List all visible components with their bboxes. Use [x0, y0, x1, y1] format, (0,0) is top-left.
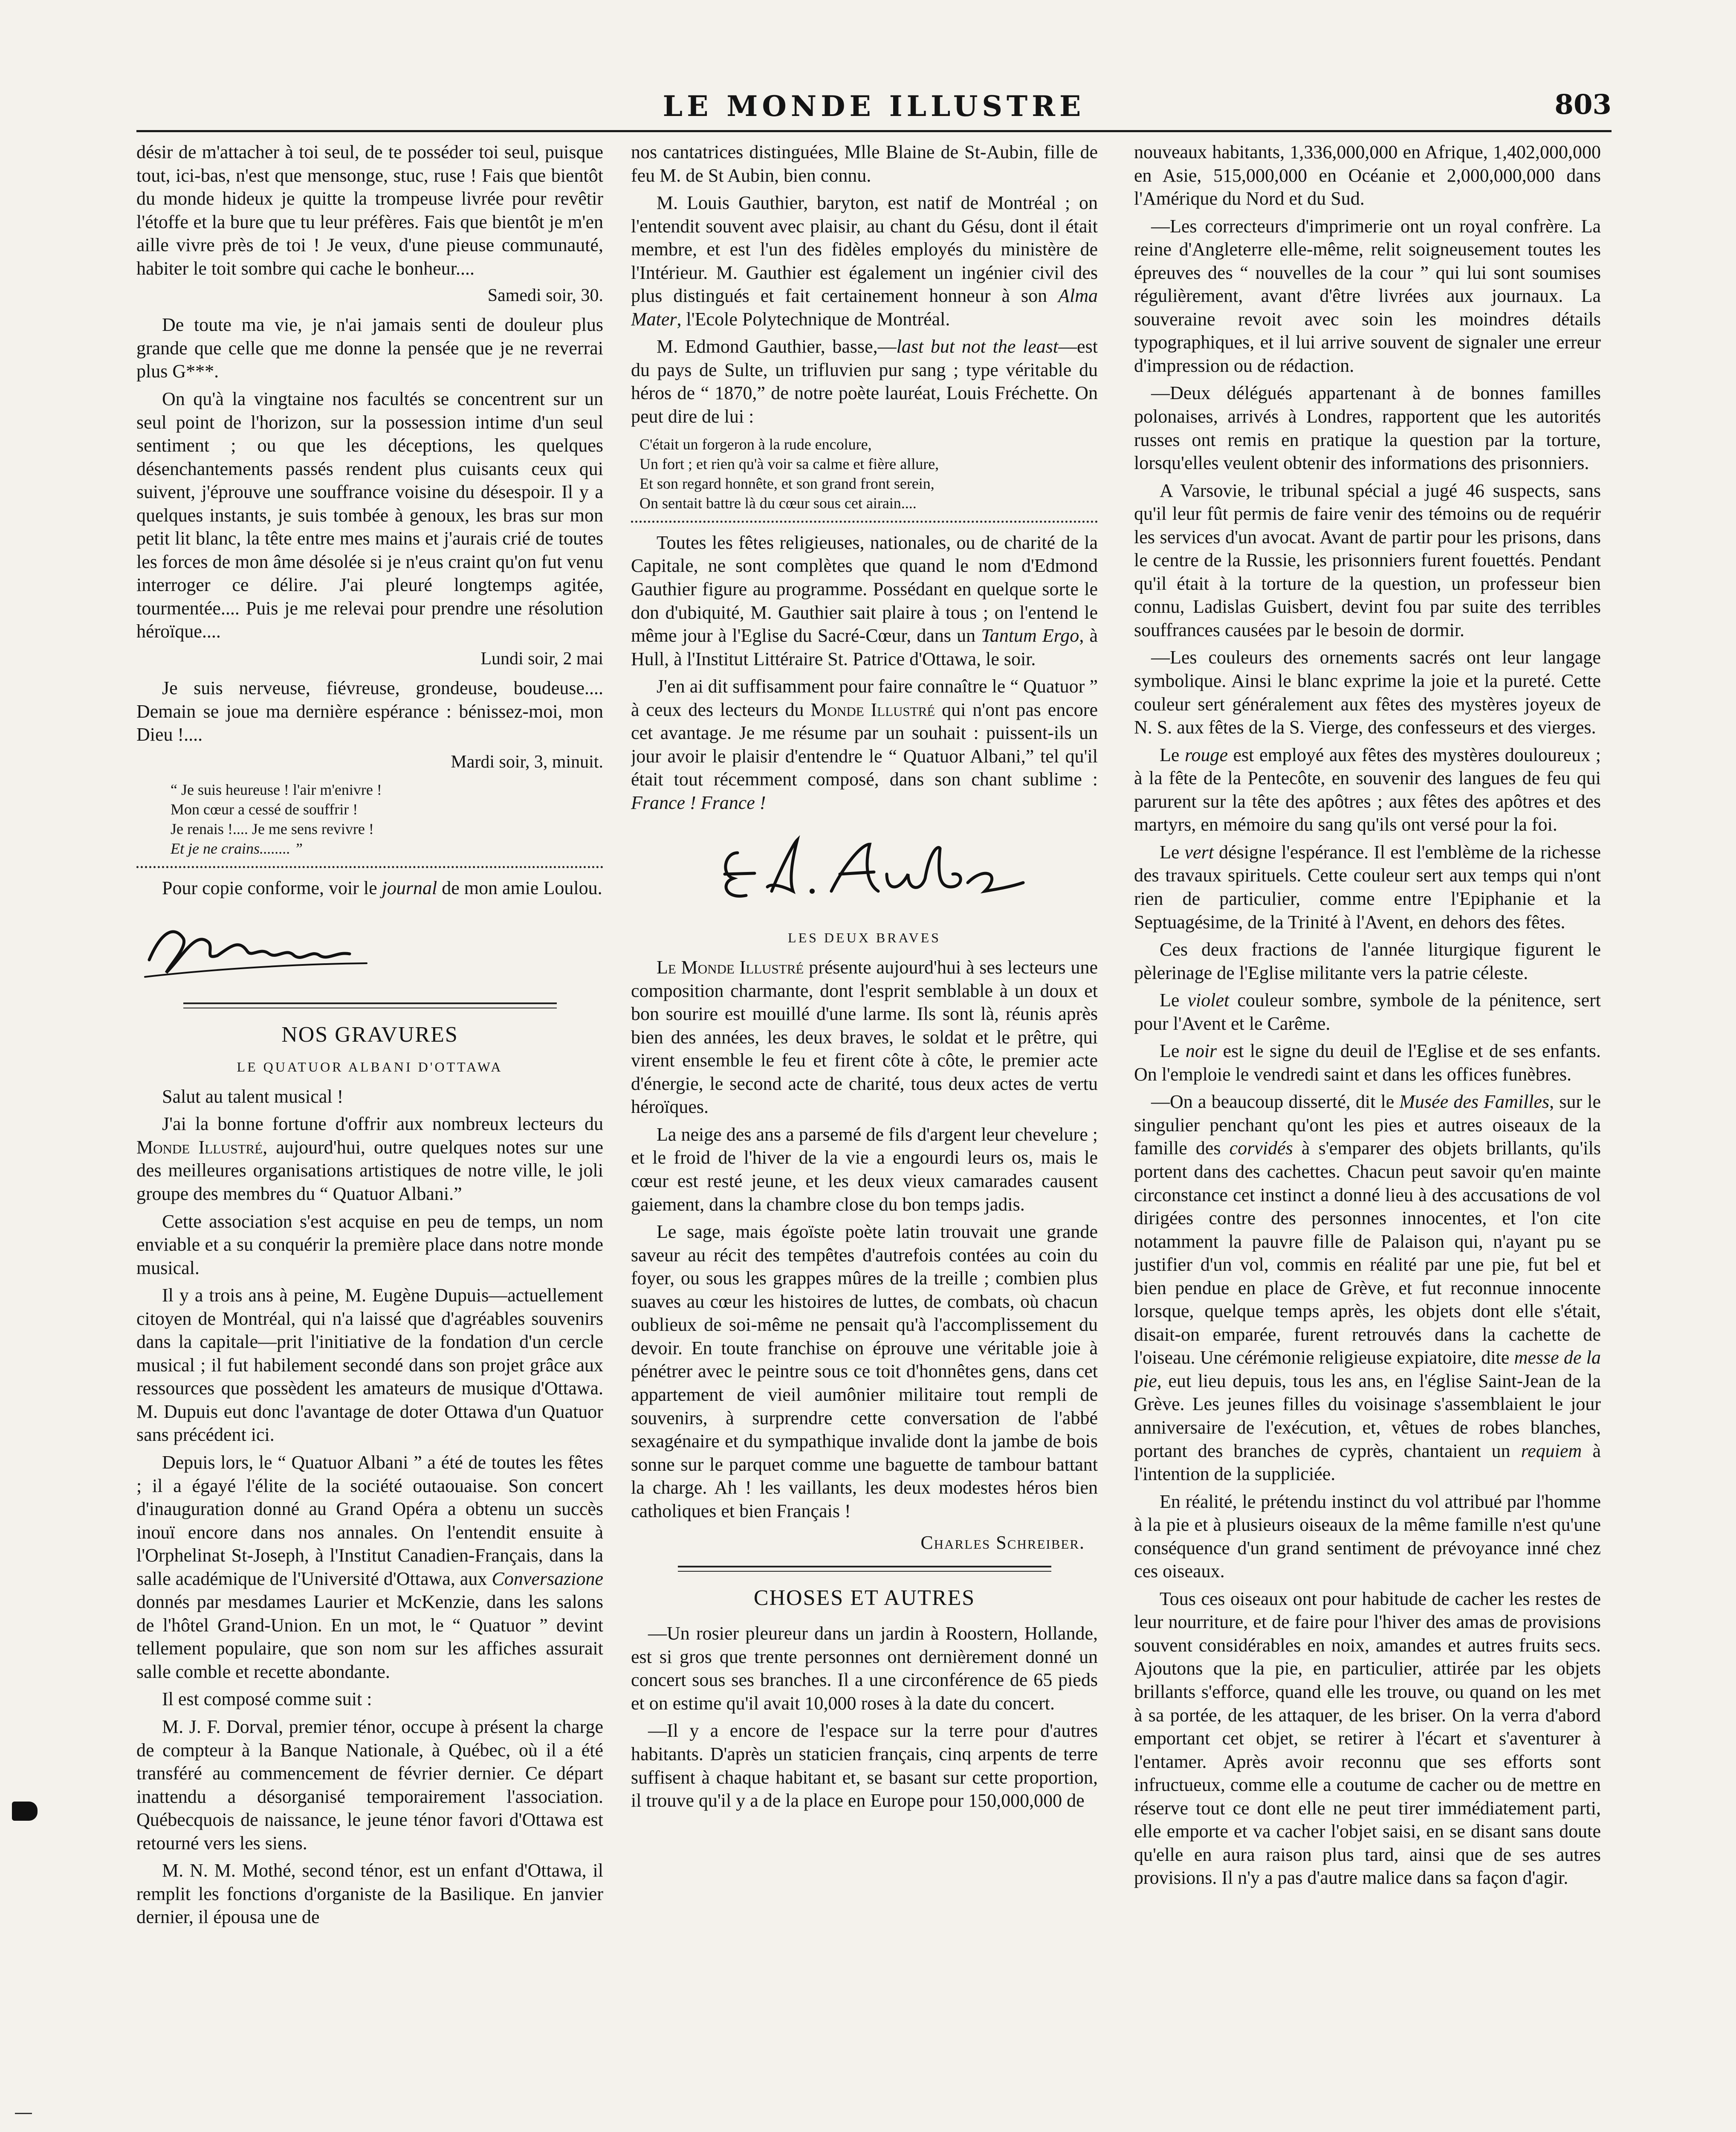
dotted-separator: [136, 866, 603, 868]
paragraph: En réalité, le prétendu instinct du vol attribué par l'homme à la pie et à plusieurs oiseaux de la même famille n'est qu'une conséquence d'un grand sentiment de prévoyance inné chez ces oiseaux.: [1134, 1491, 1601, 1582]
verse-block: [136, 780, 603, 858]
paragraph: La neige des ans a parsemé de fils d'argent leur chevelure ; et le froid de l'hiver de la vie a engourdi leurs os, mais le cœur est resté jeune, et les deux vieux camarades causent gaiement, dans la chambre close du bon temps jadis.: [631, 1124, 1098, 1215]
paragraph: Le rouge est employé aux fêtes des mystères douloureux ; à la fête de la Pentecôte, en souvenir des langues de feu qui parurent sur la tête des apôtres ; aux fêtes des apôtres et des martyrs, en mémoire du sang qu'ils ont versé pour la foi.: [1134, 744, 1601, 835]
paragraph: nos cantatrices distinguées, Mlle Blaine de St-Aubin, fille de feu M. de St Aubin, bien connu.: [631, 142, 1098, 186]
paragraph: nouveaux habitants, 1,336,000,000 en Afrique, 1,402,000,000 en Asie, 515,000,000 en Océanie et 2,000,000,000 dans l'Amérique du Nord et du Sud.: [1134, 142, 1601, 209]
paragraph: —Les correcteurs d'imprimerie ont un royal confrère. La reine d'Angleterre elle-même, relit soigneusement toutes les épreuves des “ nouvelles de la cour ” qui lui sont soumises régulièrement, avant d'être livrées aux journaux. La souveraine revoit avec soin les moindres détails typographiques, et il lui arrive souvent de signaler une erreur d'impression ou de rédaction.: [1134, 215, 1601, 376]
paragraph: —Les couleurs des ornements sacrés ont leur langage symbolique. Ainsi le blanc exprime la joie et la pureté. Cette couleur sert généralement aux fêtes des mystères joyeux de N. S. aux fêtes de la S. Vierge, des confesseurs et des vierges.: [1134, 647, 1601, 738]
paragraph: Depuis lors, le “ Quatuor Albani ” a été de toutes les fêtes ; il a égayé l'élite de la société outaouaise. Son concert d'inauguration donné au Grand Opéra a obtenu un succès inouï encore dans nos annales. On l'entendit ensuite à l'Orphelinat St-Joseph, à l'Institut Canadien-Français, dans la salle académique de l'Université d'Ottawa, aux Conversazione donnés par mesdames Laurier et McKenzie, dans les salons de l'hôtel Grand-Union. En un mot, le “ Quatuor ” devint tellement populaire, que son nom sur les affiches assurait salle comble et recette abondante.: [136, 1452, 603, 1682]
paragraph: Le Monde Illustré présente aujourd'hui à ses lecteurs une composition charmante, dont l'esprit semblable à un doux et bon sourire est mouillé d'une larme. Ils sont là, réunis après bien des années, les deux braves, le soldat et le prêtre, qui virent ensemble le feu et firent côte à côte, le premier acte d'énergie, le second acte de charité, tous deux actes de vertu héroïques.: [631, 957, 1098, 1118]
verse-line: Mon cœur a cessé de souffrir !: [171, 800, 358, 818]
paragraph: Il y a trois ans à peine, M. Eugène Dupuis—actuellement citoyen de Montréal, qui n'a laissé que d'agréables souvenirs dans la capitale—prit l'initiative de la fondation d'un cercle musical ; il fut habilement secondé dans son projet grâce aux ressources que possèdent les amateurs de musique d'Ottawa. M. Dupuis eut donc l'avantage de doter Ottawa d'un Quatuor sans précédent ici.: [136, 1285, 603, 1445]
margin-tick-mark: [15, 2113, 32, 2114]
signature-hermance: [136, 913, 375, 985]
paragraph: De toute ma vie, je n'ai jamais senti de douleur plus grande que celle que me donne la pensée que je ne reverrai plus G***.: [136, 314, 603, 382]
verse-line: Un fort ; et rien qu'à voir sa calme et fière allure,: [639, 455, 939, 472]
signature-text: Hermance: [136, 912, 139, 913]
paragraph: Toutes les fêtes religieuses, nationales, ou de charité de la Capitale, ne sont complètes que quand le nom d'Edmond Gauthier figure au programme. Possédant en quelque sorte le don d'ubiquité, M. Gauthier sait plaire à tous ; on l'entend le même jour à l'Eglise du Sacré-Cœur, dans un Tantum Ergo, à Hull, à l'Institut Littéraire St. Patrice d'Ottawa, le soir.: [631, 532, 1098, 669]
verse-block: [631, 435, 1098, 513]
diary-date: Samedi soir, 30.: [487, 286, 603, 306]
paragraph: Pour copie conforme, voir le journal de mon amie Loulou.: [162, 878, 602, 899]
paragraph: —On a beaucoup disserté, dit le Musée des Familles, sur le singulier penchant qu'ont les pies et autres oiseaux de la famille des corvidés à s'emparer des objets brillants, qu'ils portent dans des cachettes. Chacun peut savoir qu'en mainte circonstance cet instinct a donné lieu à des accusations de vol dirigées contre des personnes innocentes, et l'on cite notamment la pauvre fille de Palaison qui, n'ayant pu se justifier d'un vol, commis en réalité par une pie, fut bel et bien pendue en place de Grève, et fut reconnue innocente lorsque, quelque temps après, les objets dont elle s'était, disait-on emparée, furent retrouvés dans la cachette de l'oiseau. Une cérémonie religieuse expiatoire, dite messe de la pie, eut lieu depuis, tous les ans, en l'église Saint-Jean de la Grève. Les jeunes filles du voisinage s'assemblaient le jour anniversaire de l'exécution, et, vêtues de robes blanches, portant des branches de cyprès, chantaient un requiem à l'intention de la suppliciée.: [1134, 1091, 1601, 1485]
verse-line: Et son regard honnête, et son grand front serein,: [639, 475, 935, 492]
dotted-separator: [631, 521, 1098, 523]
subsection-title: LES DEUX BRAVES: [788, 930, 941, 946]
paragraph: Le noir est le signe du deuil de l'Eglise et de ses enfants. On l'emploie le vendredi saint et dans les offices funèbres.: [1134, 1040, 1601, 1085]
paragraph: Salut au talent musical !: [162, 1086, 344, 1107]
paragraph: M. J. F. Dorval, premier ténor, occupe à présent la charge de compteur à la Banque Nationale, à Québec, où il a été transféré au commencement de février dernier. Ce départ inattendu a désorganisé temporairement l'association. Québecquois de naissance, le jeune ténor favori d'Ottawa est retourné vers les siens.: [136, 1716, 603, 1854]
paragraph: Ces deux fractions de l'année liturgique figurent le pèlerinage de l'Eglise militante vers la patrie céleste.: [1134, 939, 1601, 983]
paragraph: J'ai la bonne fortune d'offrir aux nombreux lecteurs du Monde Illustré, aujourd'hui, outre quelques notes sur une des meilleures organisations artistiques de notre ville, le joli groupe des membres du “ Quatuor Albani.”: [136, 1113, 603, 1204]
paragraph: M. Edmond Gauthier, basse,—last but not the least—est du pays de Sulte, un trifluvien pur sang ; type véritable du héros de “ 1870,” de notre poète lauréat, Louis Fréchette. On peut dire de lui :: [631, 336, 1098, 427]
paragraph: A Varsovie, le tribunal spécial a jugé 46 suspects, sans qu'il leur fût permis de faire venir des témoins ou de requérir les services d'un avocat. Avant de partir pour les prisons, dans le centre de la Russie, les prisonniers furent fouettés. Pendant qu'il était à la torture de la question, un professeur bien connu, Ladislas Guisbert, devint fou par suite des terribles souffrances causées par le besoin de dormir.: [1134, 480, 1601, 640]
paragraph: Le violet couleur sombre, symbole de la pénitence, sert pour l'Avent et le Carême.: [1134, 990, 1601, 1034]
paragraph: —Un rosier pleureur dans un jardin à Roostern, Hollande, est si gros que trente personnes ont dernièrement donné un concert sous ses branches. Il a une circonférence de 65 pieds et on estime qu'il avait 10,000 roses à la date du concert.: [631, 1623, 1098, 1714]
page-number: 803: [1554, 89, 1612, 121]
margin-ink-mark: [12, 1802, 38, 1821]
page-header: [136, 81, 1612, 128]
paragraph: J'en ai dit suffisamment pour faire connaître le “ Quatuor ” à ceux des lecteurs du Monde Illustré qui n'ont pas encore cet avantage. Je me résume par un souhait : puissent-ils un jour avoir le plaisir d'entendre le “ Quatuor Albani,” tel qu'il était tout récemment composé, dans son chant sublime : France ! France !: [631, 676, 1098, 813]
paragraph: On qu'à la vingtaine nos facultés se concentrent sur un seul point de l'horizon, sur la possession intime d'un seul sentiment ; ou que les déceptions, les quelques désenchantements passés rendent plus cuisants ceux qui suivent, j'éprouve une souffrance voisine du désespoir. Il y a quelques instants, je suis tombée à genoux, les bras sur mon petit lit blanc, la tête entre mes mains et j'aurais crié de toutes les forces de mon âme désolée si je n'eus craint qu'on fut venu interroger ce délire. J'ai pleuré longtemps agitée, tourmentée.... Puis je me relevai pour prendre une résolution héroïque....: [136, 388, 603, 642]
verse-line: “ Je suis heureuse ! l'air m'enivre !: [171, 781, 382, 798]
verse-line: Et je ne crains........ ”: [171, 840, 303, 857]
paragraph: M. N. M. Mothé, second ténor, est un enfant d'Ottawa, il remplit les fonctions d'organiste de la Basilique. En janvier dernier, il épousa une de: [136, 1860, 603, 1928]
signature-ed-aube: [708, 827, 1032, 912]
column-2: [631, 141, 1098, 2132]
section-title-choses-et-autres: CHOSES ET AUTRES: [753, 1585, 975, 1610]
paragraph: —Deux délégués appartenant à de bonnes familles polonaises, arrivés à Londres, rapportent que les autorités russes ont remis en pratique la question par la torture, lorsqu'elles veulent obtenir des informations des prisonniers.: [1134, 382, 1601, 474]
column-3: [1134, 141, 1601, 2132]
signature-text: Ed. Aubé: [708, 827, 709, 828]
header-rule: [136, 130, 1612, 132]
verse-line: On sentait battre là du cœur sous cet airain....: [639, 494, 917, 512]
journal-title: LE MONDE ILLUSTRE: [663, 90, 1085, 123]
article-author: Charles Schreiber.: [920, 1532, 1085, 1553]
paragraph: désir de m'attacher à toi seul, de te posséder toi seul, puisque tout, ici-bas, n'est que mensonge, stuc, ruse ! Fais que bientôt du monde hideux je quitte la trompeuse livrée pour revêtir l'étoffe et la bure que tu leur préfères. Fais que bientôt je m'en aille vivre près de toi ! Je veux, d'une pieuse communauté, habiter le toit sombre qui cache le bonheur....: [136, 142, 603, 279]
paragraph: Je suis nerveuse, fiévreuse, grondeuse, boudeuse.... Demain se joue ma dernière espérance : bénissez-moi, mon Dieu !....: [136, 678, 603, 745]
verse-line: C'était un forgeron à la rude encolure,: [639, 435, 872, 453]
paragraph: M. Louis Gauthier, baryton, est natif de Montréal ; on l'entendit souvent avec plaisir, au chant du Gésu, dont il était membre, et est l'un des fidèles employés du ministère de l'Intérieur. M. Gauthier est également un ingénier civil des plus distingués et fait certainement honneur à son Alma Mater, l'Ecole Polytechnique de Montréal.: [631, 192, 1098, 330]
subsection-title: LE QUATUOR ALBANI D'OTTAWA: [237, 1059, 503, 1075]
paragraph: Le sage, mais égoïste poète latin trouvait une grande saveur au récit des tempêtes d'autrefois contées au coin du foyer, ou sous les grappes mûres de la treille ; combien plus suaves au cœur les histoires de luttes, de combats, où chacun oublieux de soi-même ne pensait qu'à l'accomplissement du devoir. En toute franchise on éprouve une véritable joie à pénétrer avec le peintre sous ce toit d'honnêtes gens, dans cet appartement de vieil aumônier militaire tout rempli de souvenirs, à surprendre cette conversation de l'abbé sexagénaire et du sympathique invalide dont la jambe de bois sonne sur le parquet comme une baguette de tambour battant la charge. Ah ! les vaillants, les deux modestes héros bien catholiques et bien Français !: [631, 1221, 1098, 1521]
verse-line: Je renais !.... Je me sens revivre !: [171, 820, 374, 837]
column-1: [136, 141, 603, 2132]
diary-date: Mardi soir, 3, minuit.: [451, 752, 603, 772]
section-rule: [678, 1566, 1051, 1572]
paragraph: Cette association s'est acquise en peu de temps, un nom enviable et a su conquérir la première place dans notre monde musical.: [136, 1211, 603, 1278]
paragraph: Le vert désigne l'espérance. Il est l'emblème de la richesse des travaux spirituels. Cette couleur sert aux temps qui n'ont rien de particulier, comme entre l'Epiphanie et la Septuagésime, de la Trinité à l'Avent, en dehors des fêtes.: [1134, 841, 1601, 933]
paragraph: Tous ces oiseaux ont pour habitude de cacher les restes de leur nourriture, et de faire pour l'hiver des amas de provisions souvent considérables en noix, amandes et autres fruits secs. Ajoutons que la pie, en particulier, attirée par les objets brillants s'efforce, quand elle les trouve, ou quand on les met à sa portée, de les attaquer, de les briser. On la verra d'abord emportant cet objet, se retirer à l'écart et s'aventurer à l'entamer. Après avoir reconnu que ses efforts sont infructueux, comme elle a coutume de cacher ou de mettre en réserve tout ce dont elle ne peut tirer immédiatement parti, elle emporte et va cacher l'objet saisi, en se disant sans doute qu'elle en aura raison plus tard, ainsi que de ses autres provisions. Il n'y a pas d'autre malice dans sa façon d'agir.: [1134, 1588, 1601, 1889]
section-title-nos-gravures: NOS GRAVURES: [281, 1022, 458, 1047]
paragraph: Il est composé comme suit :: [162, 1689, 372, 1710]
paragraph: —Il y a encore de l'espace sur la terre pour d'autres habitants. D'après un staticien français, cinq arpents de terre suffisent à chaque habitant et, se basant sur cette proportion, il trouve qu'il y a de la place en Europe pour 150,000,000 de: [631, 1720, 1098, 1811]
section-rule: [183, 1002, 557, 1008]
diary-date: Lundi soir, 2 mai: [480, 649, 603, 669]
